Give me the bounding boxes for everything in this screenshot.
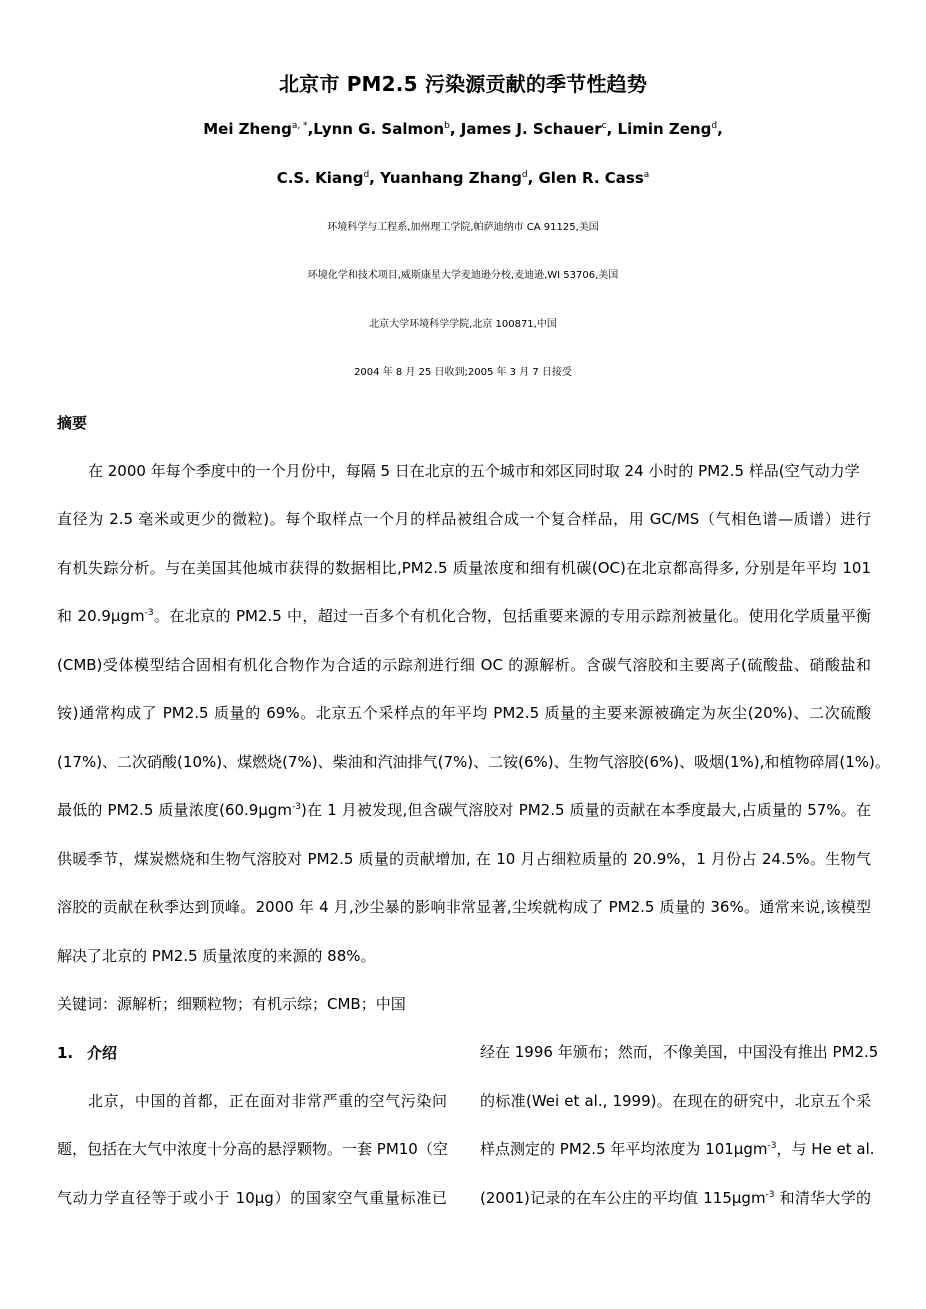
section-title: 介绍 (87, 1044, 118, 1062)
author-name: , Limin Zeng (606, 120, 712, 138)
author-name: ,Lynn G. Salmon (307, 120, 445, 138)
abstract-line: 和 20.9μgm$^{-3}$。在北京的 PM2.5 中，超过一百多个有机化合物，包括重要来源的专用示踪剂被量化。使用化学质量平衡 (57, 607, 872, 625)
author-affiliation-mark: a (643, 170, 650, 180)
abstract-line: (17%)、二次硝酸(10%)、煤燃烧(7%)、柴油和汽油排气(7%)、二铵(6%)、生物气溶胶(6%)、吸烟(1%),和植物碎屑(1%)。 (57, 753, 890, 771)
intro-heading (57, 1042, 117, 1063)
section-number: 1. (57, 1044, 74, 1062)
affiliation-3: 北京大学环境科学学院,北京 100871,中国 (369, 319, 557, 330)
superscript: -3 (767, 1141, 777, 1151)
author-name: , James J. Schauer (449, 120, 602, 138)
abstract-heading: 摘要 (57, 414, 88, 432)
author-name: , Glen R. Cass (527, 169, 644, 187)
paper-title: 北京市 PM2.5 污染源贡献的季节性趋势 (278, 72, 648, 96)
abstract-line: 有机失踪分析。与在美国其他城市获得的数据相比,PM2.5 质量浓度和细有机碳(OC)在北京都高得多, 分别是年平均 101 (57, 559, 871, 577)
intro-left-line: 题，包括在大气中浓度十分高的悬浮颗物。一套 PM10（空 (57, 1140, 448, 1158)
abstract-line: 铵)通常构成了 PM2.5 质量的 69%。北京五个采样点的年平均 PM2.5 质量的主要来源被确定为灰尘(20%)、二次硫酸 (57, 704, 871, 722)
abstract-line: 供暖季节，煤炭燃烧和生物气溶胶对 PM2.5 质量的贡献增加, 在 10 月占细粒质量的 20.9%，1 月份占 24.5%。生物气 (57, 850, 871, 868)
author-line-1 (0, 120, 926, 138)
author-affiliation-mark: b (444, 121, 450, 131)
author-affiliation-mark: d (711, 121, 718, 131)
author-affiliation-mark: d (363, 170, 370, 180)
author-affiliation-mark: a, * (291, 121, 308, 131)
intro-right-line: (2001)记录的在车公庄的平均值 115μgm$^{-3}$ 和清华大学的 (480, 1189, 871, 1207)
author-name: C.S. Kiang (276, 169, 364, 187)
intro-left-line: 气动力学直径等于或小于 10μg）的国家空气重量标准已 (57, 1189, 447, 1207)
intro-left-line: 北京，中国的首都，正在面对非常严重的空气污染问 (88, 1092, 447, 1110)
received-dates: 2004 年 8 月 25 日收到;2005 年 3 月 7 日接受 (354, 367, 572, 378)
author-name: Mei Zheng (203, 120, 292, 138)
abstract-line: 直径为 2.5 毫米或更少的微粒)。每个取样点一个月的样品被组合成一个复合样品，用 GC/MS（气相色谱—质谱）进行 (57, 510, 871, 528)
superscript: -3 (292, 802, 301, 812)
keywords: 关键词：源解析；细颗粒物；有机示综；CMB；中国 (57, 995, 406, 1013)
intro-right-line: 样点测定的 PM2.5 年平均浓度为 101μgm$^{-3}$，与 He et al. (480, 1140, 875, 1158)
abstract-line: 解决了北京的 PM2.5 质量浓度的来源的 88%。 (57, 947, 376, 965)
abstract-line: 在 2000 年每个季度中的一个月份中，每隔 5 日在北京的五个城市和郊区同时取 24 小时的 PM2.5 样品(空气动力学 (88, 462, 860, 480)
abstract-line: 最低的 PM2.5 质量浓度(60.9μgm$^{-3}$)在 1 月被发现,但含碳气溶胶对 PM2.5 质量的贡献在本季度最大,占质量的 57%。在 (57, 801, 871, 819)
intro-right-line: 经在 1996 年颁布；然而，不像美国，中国没有推出 PM2.5 (480, 1043, 879, 1061)
superscript: -3 (144, 608, 154, 618)
intro-right-line: 的标准(Wei et al., 1999)。在现在的研究中，北京五个采 (480, 1092, 871, 1110)
superscript: -3 (765, 1190, 775, 1200)
author-name: , Yuanhang Zhang (369, 169, 522, 187)
abstract-line: 溶胶的贡献在秋季达到顶峰。2000 年 4 月,沙尘暴的影响非常显著,尘埃就构成了 PM2.5 质量的 36%。通常来说,该模型 (57, 898, 871, 916)
author-line-2 (0, 169, 926, 187)
author-affiliation-mark: c (601, 121, 607, 131)
author-name: , (717, 120, 723, 138)
affiliation-1: 环境科学与工程系,加州理工学院,帕萨迪纳市 CA 91125,美国 (327, 222, 599, 233)
affiliation-2: 环境化学和技术项目,威斯康星大学麦迪逊分校,麦迪逊,WI 53706,美国 (307, 270, 619, 281)
author-affiliation-mark: d (521, 170, 528, 180)
abstract-line: (CMB)受体模型结合固相有机化合物作为合适的示踪剂进行细 OC 的源解析。含碳气溶胶和主要离子(硫酸盐、硝酸盐和 (57, 656, 871, 674)
